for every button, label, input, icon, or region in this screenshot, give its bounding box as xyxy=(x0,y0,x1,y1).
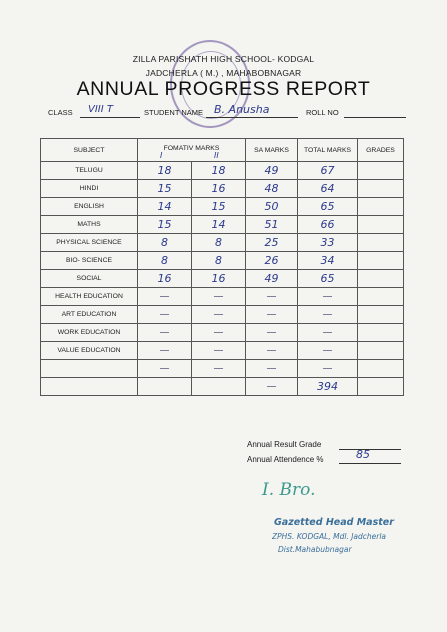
total-marks-cell: — xyxy=(298,306,358,324)
grade-cell xyxy=(358,198,404,216)
formative-2-cell: 16 xyxy=(192,180,246,198)
table-row xyxy=(41,252,404,270)
total-marks-cell: — xyxy=(298,324,358,342)
table-row xyxy=(41,288,404,306)
stamp-school: ZPHS. KODGAL, Mdl. Jadcherla xyxy=(272,532,387,541)
total-marks-cell: 64 xyxy=(298,180,358,198)
formative-2-cell: 18 xyxy=(192,162,246,180)
sa-marks-cell: 48 xyxy=(246,180,298,198)
student-name-label: STUDENT NAME xyxy=(144,108,204,117)
formative-1-cell: — xyxy=(138,324,192,342)
formative-1-cell xyxy=(138,378,192,396)
table-row xyxy=(41,360,404,378)
formative-2-cell: — xyxy=(192,288,246,306)
total-marks-cell: 33 xyxy=(298,234,358,252)
class-value: VIII T xyxy=(88,104,113,115)
grade-cell xyxy=(358,162,404,180)
formative-2-cell: 16 xyxy=(192,270,246,288)
subject-cell xyxy=(41,360,138,378)
formative-1-cell: 8 xyxy=(138,252,192,270)
total-marks-cell: — xyxy=(298,342,358,360)
formative-1-cell: — xyxy=(138,360,192,378)
sa-marks-cell: — xyxy=(246,306,298,324)
subject-cell: ENGLISH xyxy=(41,198,138,216)
subject-cell: WORK EDUCATION xyxy=(41,324,138,342)
sa-marks-cell: 49 xyxy=(246,270,298,288)
sa-marks-cell: — xyxy=(246,342,298,360)
grade-cell xyxy=(358,288,404,306)
grades-header: GRADES xyxy=(358,139,404,162)
stamp-district: Dist.Mahabubnagar xyxy=(278,545,352,554)
attendance-label: Annual Attendence % xyxy=(247,455,324,464)
subject-cell: HEALTH EDUCATION xyxy=(41,288,138,306)
roll-no-label: ROLL NO xyxy=(306,108,339,117)
table-row xyxy=(41,180,404,198)
attendance-value: 85 xyxy=(356,448,370,461)
sa-marks-cell: 50 xyxy=(246,198,298,216)
school-address: JADCHERLA ( M.) , MAHABOBNAGAR xyxy=(145,68,302,78)
subject-cell xyxy=(41,378,138,396)
total-marks-cell: — xyxy=(298,360,358,378)
formative-2-cell: — xyxy=(192,342,246,360)
formative-1-cell: 16 xyxy=(138,270,192,288)
formative-1-cell: 15 xyxy=(138,216,192,234)
total-marks-cell: 394 xyxy=(298,378,358,396)
signature-scrawl: I. Bro. xyxy=(262,480,316,500)
subject-cell: PHYSICAL SCIENCE xyxy=(41,234,138,252)
table-row xyxy=(41,234,404,252)
table-header-row xyxy=(41,139,404,162)
total-marks-cell: — xyxy=(298,288,358,306)
sa-marks-cell: — xyxy=(246,360,298,378)
subject-cell: TELUGU xyxy=(41,162,138,180)
student-info-row xyxy=(48,105,408,121)
table-row xyxy=(41,324,404,342)
marks-table xyxy=(40,138,404,396)
total-marks-cell: 65 xyxy=(298,198,358,216)
formative-2-cell: — xyxy=(192,360,246,378)
sa-marks-cell: 25 xyxy=(246,234,298,252)
subject-cell: MATHS xyxy=(41,216,138,234)
result-grade-label: Annual Result Grade xyxy=(247,440,322,449)
formative-2-cell: 14 xyxy=(192,216,246,234)
sa-marks-cell: — xyxy=(246,378,298,396)
formative-1-cell: — xyxy=(138,306,192,324)
formative-2-cell: — xyxy=(192,306,246,324)
subject-cell: VALUE EDUCATION xyxy=(41,342,138,360)
grade-cell xyxy=(358,252,404,270)
subject-cell: HINDI xyxy=(41,180,138,198)
sa-marks-cell: — xyxy=(246,324,298,342)
table-row xyxy=(41,306,404,324)
grade-cell xyxy=(358,324,404,342)
total-marks-header: TOTAL MARKS xyxy=(298,139,358,162)
sa-marks-cell: 51 xyxy=(246,216,298,234)
formative-2-cell: 15 xyxy=(192,198,246,216)
page-title: ANNUAL PROGRESS REPORT xyxy=(76,78,371,100)
student-name-value: B. Anusha xyxy=(214,103,270,116)
formative-1-cell: 14 xyxy=(138,198,192,216)
subject-cell: BIO- SCIENCE xyxy=(41,252,138,270)
formative-2-cell: 8 xyxy=(192,234,246,252)
table-row xyxy=(41,342,404,360)
sa-marks-header: SA MARKS xyxy=(246,139,298,162)
total-marks-cell: 34 xyxy=(298,252,358,270)
formative-1-cell: 8 xyxy=(138,234,192,252)
formative-1-cell: — xyxy=(138,288,192,306)
table-row xyxy=(41,378,404,396)
grade-cell xyxy=(358,378,404,396)
formative-1-cell: 15 xyxy=(138,180,192,198)
grade-cell xyxy=(358,306,404,324)
grade-cell xyxy=(358,216,404,234)
grade-cell xyxy=(358,360,404,378)
grade-cell xyxy=(358,180,404,198)
formative-2-header: II xyxy=(214,150,219,160)
table-row xyxy=(41,198,404,216)
grade-cell xyxy=(358,342,404,360)
table-row xyxy=(41,216,404,234)
sa-marks-cell: — xyxy=(246,288,298,306)
total-marks-cell: 65 xyxy=(298,270,358,288)
school-name: ZILLA PARISHATH HIGH SCHOOL- KODGAL xyxy=(132,54,315,64)
sa-marks-cell: 49 xyxy=(246,162,298,180)
formative-2-cell xyxy=(192,378,246,396)
table-row xyxy=(41,162,404,180)
stamp-title: Gazetted Head Master xyxy=(274,517,394,528)
subject-cell: SOCIAL xyxy=(41,270,138,288)
total-marks-cell: 66 xyxy=(298,216,358,234)
grade-cell xyxy=(358,270,404,288)
formative-1-cell: 18 xyxy=(138,162,192,180)
formative-2-cell: 8 xyxy=(192,252,246,270)
formative-header: FOMATIV MARKS I II xyxy=(138,139,246,162)
grade-cell xyxy=(358,234,404,252)
table-row xyxy=(41,270,404,288)
formative-1-header: I xyxy=(160,150,163,160)
head-master-signature-stamp xyxy=(262,480,402,570)
subject-header: SUBJECT xyxy=(41,139,138,162)
total-marks-cell: 67 xyxy=(298,162,358,180)
formative-2-cell: — xyxy=(192,324,246,342)
subject-cell: ART EDUCATION xyxy=(41,306,138,324)
class-label: CLASS xyxy=(48,108,73,117)
sa-marks-cell: 26 xyxy=(246,252,298,270)
formative-1-cell: — xyxy=(138,342,192,360)
